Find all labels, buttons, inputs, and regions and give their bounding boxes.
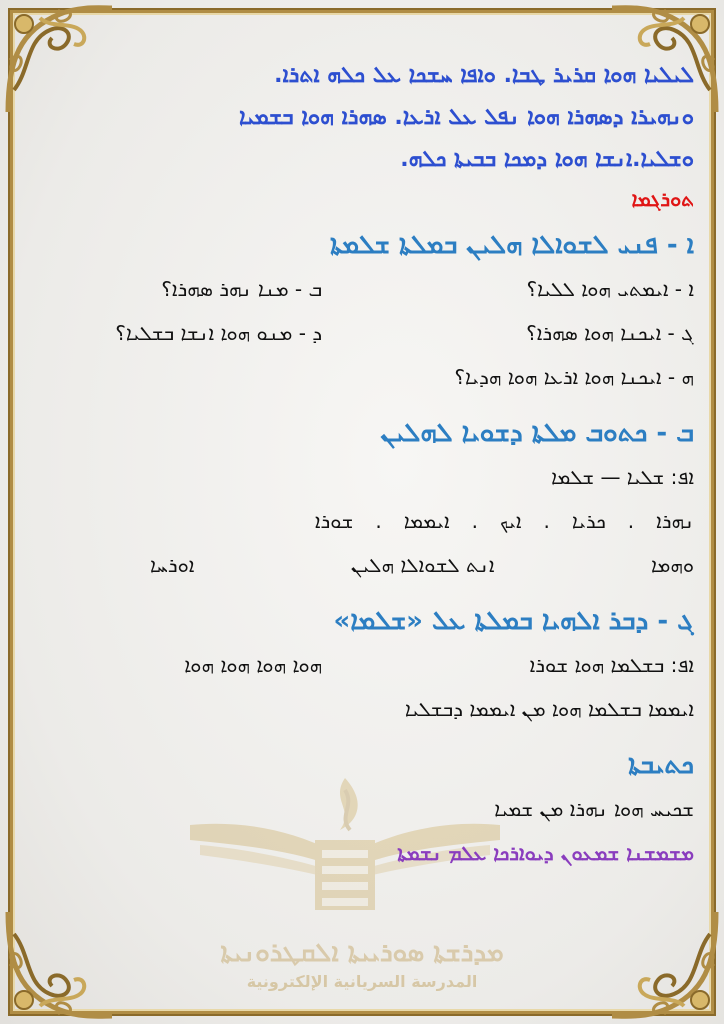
question-row: [30, 311, 694, 355]
answer-word: ܐܘܪܚܐ: [150, 553, 195, 577]
question-item: ܕ - ܡܢܘ ܗܘܐ ܐܢܫܐ ܒܫܠܝܐ؟: [115, 321, 323, 345]
section-3-title: ܓ - ܕܒܪ ܐܠܗܝܐ ܒܡܠܬܐ ܥܠ «ܫܠܡܐ»: [333, 606, 694, 636]
word-list: ܢܗܪܐ . ܟܪܝܐ . ܐܝܟ . ܐܝܡܡܐ . ܫܘܪܐ: [30, 499, 694, 543]
section-1-title: ܐ - ܦܢܝ ܠܫܘܐܠܐ ܗܠܝܢ ܒܡܠܬܐ ܫܠܡܬܐ: [330, 230, 694, 260]
section-4-line: ܫܟܝܚ ܗܘܐ ܢܗܪܐ ܡܢ ܫܡܝܐ: [494, 797, 694, 821]
word-item: ܢܗܪܐ: [656, 509, 694, 533]
section-2-title: ܒ - ܟܬܘܒ ܡܠܬܐ ܕܫܘܝܐ ܠܗܠܝܢ: [380, 418, 694, 448]
section-3-sentence: ܐܝܡܡܐ ܒܫܠܡܐ ܗܘܐ ܡܢ ܐܝܡܡܐ ܕܒܫܠܝܐ: [404, 697, 694, 721]
section-3-example-b: ܗܘܐ ܗܘܐ ܗܘܐ ܗܘܐ: [184, 653, 323, 677]
paragraph-line: ܘܢܗܝܪܐ ܕܣܗܪܐ ܗܘܐ ܢܦܠ ܥܠ ܐܪܥܐ. ܣܗܪܐ ܗܘܐ ܒܫܡܝܐ: [239, 105, 694, 130]
author-credit: ܡܫܡܫܢܐ ܫܡܥܘܢ ܕܝܘܐܪܟܐ ܥܠܡ ܢܫܡܬܐ: [397, 841, 694, 865]
answer-word: ܐܢܬ ܠܫܘܐܠܐ ܗܠܝܢ: [350, 553, 495, 577]
worksheet-content: [30, 55, 694, 964]
section-2-example: ܐܦ: ܫܠܝܐ — ܫܠܡܐ: [551, 465, 694, 489]
word-item: ܫܘܪܐ: [314, 509, 354, 533]
question-item: ܐ - ܐܝܡܬܝ ܗܘܐ ܠܠܝܐ؟: [526, 277, 694, 301]
watermark-arabic-title: المدرسة السريانية الإلكترونية: [246, 972, 478, 991]
example-row: [30, 643, 694, 687]
word-item: ܐܝܟ: [500, 509, 522, 533]
answer-word: ܘܗܡܐ: [650, 553, 694, 577]
paragraph-line: ܠܝܠܝܐ ܗܘܐ ܩܪܝܪ ܛܒܐ. ܘܐܦܐ ܚܫܟܐ ܥܠ ܟܠܗ ܐܬܪܐ.: [274, 63, 694, 88]
exercises-heading: ܬܘܪܓܡܐ: [631, 187, 694, 211]
word-item: ܟܪܝܐ: [571, 509, 606, 533]
question-item: ܗ - ܐܝܟܢܐ ܗܘܐ ܐܪܥܐ ܗܘܐ ܗܕܝܐ؟: [454, 365, 694, 389]
reading-paragraph: [30, 55, 694, 181]
question-item: ܒ - ܡܢܐ ܢܗܪ ܣܗܪܐ؟: [161, 277, 323, 301]
word-item: ܐܝܡܡܐ: [403, 509, 450, 533]
section-4-title: ܟܬܝܒܬܐ: [628, 750, 694, 780]
watermark-syriac-title: ܡܕܪܫܬܐ ܣܘܪܝܝܬܐ ܐܠܩܛܪܘܢܝܬܐ: [220, 938, 504, 968]
section-3-example: ܐܦ: ܒܫܠܡܐ ܗܘܐ ܫܘܪܐ: [529, 653, 694, 677]
answer-word-list: [30, 543, 694, 587]
question-item: ܓ - ܐܝܟܢܐ ܗܘܐ ܣܗܪܐ؟: [526, 321, 694, 345]
question-row: [30, 267, 694, 311]
paragraph-line: ܘܫܠܝܐ.ܐܢܫܐ ܗܘܐ ܕܡܟܐ ܒܒܝܬܐ ܟܠܗ.: [400, 147, 694, 172]
